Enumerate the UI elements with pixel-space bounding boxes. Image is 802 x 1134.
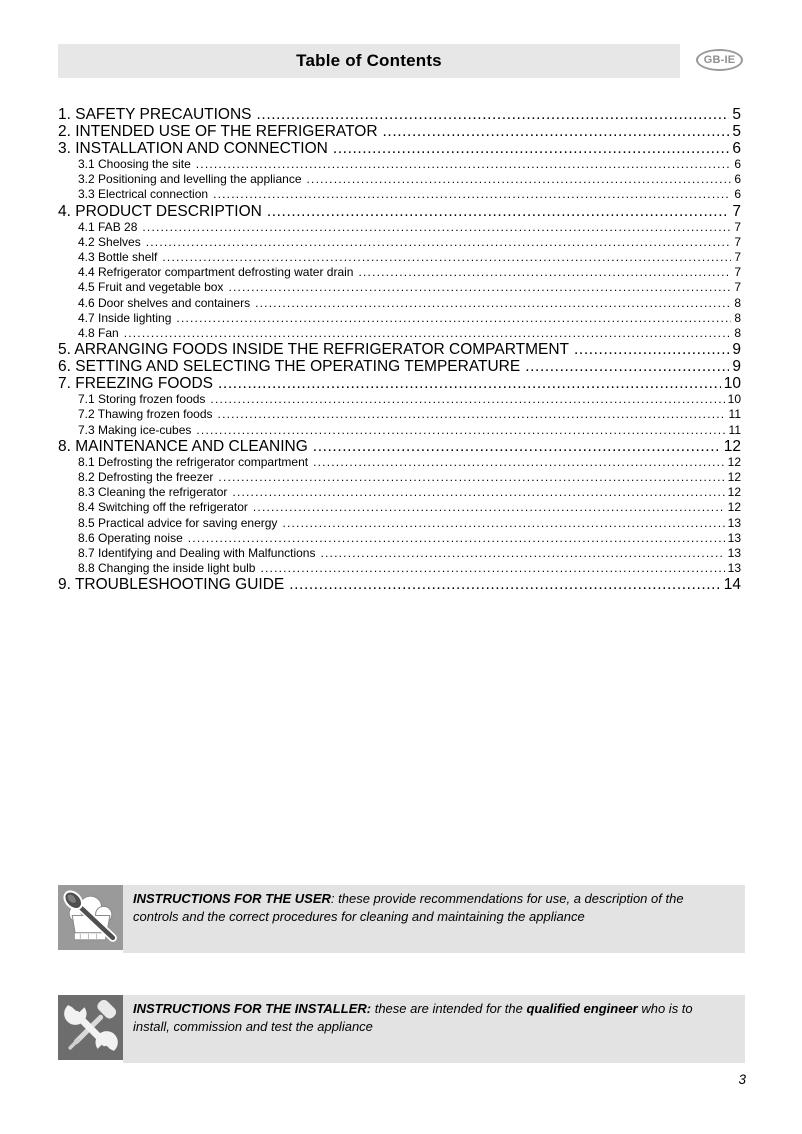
toc-entry-page-number: 13 bbox=[727, 530, 741, 545]
toc-leader-dots bbox=[574, 341, 729, 358]
toc-entry bbox=[58, 280, 741, 295]
toc-entry-label: 7.3 Making ice-cubes bbox=[78, 422, 192, 437]
toc-leader-dots bbox=[213, 187, 731, 202]
toc-entry-label: 4.2 Shelves bbox=[78, 234, 141, 249]
toc-leader-dots bbox=[267, 203, 730, 220]
toc-leader-dots bbox=[210, 392, 724, 407]
note-text-segment: these are intended for the bbox=[371, 1001, 527, 1016]
toc-entry bbox=[58, 187, 741, 202]
toc-entry-label: 4.6 Door shelves and containers bbox=[78, 295, 251, 310]
installer-instructions-note bbox=[58, 995, 745, 1063]
toc-leader-dots bbox=[188, 531, 725, 546]
toc-entry bbox=[58, 220, 741, 235]
toc-entry bbox=[58, 157, 741, 172]
toc-entry-label: 3.1 Choosing the site bbox=[78, 157, 191, 171]
toc-entry-page-number: 8 bbox=[734, 326, 741, 341]
toc-entry bbox=[58, 296, 741, 311]
toc-entry-label: 4.8 Fan bbox=[78, 326, 119, 341]
toc-entry bbox=[58, 407, 741, 422]
toc-leader-dots bbox=[232, 485, 724, 500]
note-text-segment: who is to install, commission and test the appliance bbox=[133, 1001, 693, 1034]
toc-entry bbox=[58, 341, 741, 358]
toc-entry-label: 3. INSTALLATION AND CONNECTION bbox=[58, 140, 328, 157]
toc-entry bbox=[58, 546, 741, 561]
language-badge-label: GB-IE bbox=[703, 54, 736, 66]
toc-entry-label: 9. TROUBLESHOOTING GUIDE bbox=[58, 576, 285, 594]
toc-entry-label: 4.4 Refrigerator compartment defrosting water drain bbox=[78, 265, 354, 280]
toc-leader-dots bbox=[525, 358, 729, 375]
toc-entry-label: 8.6 Operating noise bbox=[78, 530, 183, 545]
toc-entry-page-number: 12 bbox=[727, 500, 741, 515]
page-number: 3 bbox=[738, 1072, 746, 1087]
toc-entry bbox=[58, 576, 741, 593]
toc-leader-dots bbox=[218, 407, 726, 422]
toc-leader-dots bbox=[196, 157, 732, 172]
toc-entry-label: 8.3 Cleaning the refrigerator bbox=[78, 485, 228, 500]
note-text-segment: INSTRUCTIONS FOR THE INSTALLER: bbox=[133, 1001, 372, 1016]
toc-entry-page-number: 9 bbox=[732, 358, 741, 376]
user-instructions-note bbox=[58, 885, 745, 953]
note-text-segment: INSTRUCTIONS FOR THE USER bbox=[133, 891, 331, 906]
toc-leader-dots bbox=[358, 265, 731, 280]
toc-entry-page-number: 12 bbox=[727, 470, 741, 485]
toc-entry-label: 8.1 Defrosting the refrigerator compartment bbox=[78, 454, 309, 469]
toc-entry bbox=[58, 311, 741, 326]
installer-instructions-text bbox=[123, 995, 745, 1063]
toc-entry bbox=[58, 203, 741, 220]
user-instructions-text bbox=[123, 885, 745, 953]
toc-entry-page-number: 7 bbox=[734, 219, 741, 234]
toc-leader-dots bbox=[124, 326, 732, 341]
toc-entry bbox=[58, 358, 741, 375]
toc-entry-page-number: 6 bbox=[734, 157, 741, 171]
toc-entry-page-number: 5 bbox=[732, 123, 741, 140]
toc-entry-label: 8.4 Switching off the refrigerator bbox=[78, 500, 248, 515]
toc-entry bbox=[58, 423, 741, 438]
toc-entry bbox=[58, 326, 741, 341]
toc-leader-dots bbox=[218, 470, 724, 485]
toc-entry bbox=[58, 172, 741, 187]
toc-entry-page-number: 14 bbox=[723, 576, 741, 594]
toc-entry-page-number: 13 bbox=[727, 546, 741, 561]
toc-entry-label: 8.5 Practical advice for saving energy bbox=[78, 515, 278, 530]
toc-entry-page-number: 12 bbox=[723, 437, 741, 455]
toc-entry-label: 8. MAINTENANCE AND CLEANING bbox=[58, 437, 308, 455]
toc-entry-page-number: 7 bbox=[734, 280, 741, 295]
toc-leader-dots bbox=[307, 172, 732, 187]
toc-entry-label: 8.2 Defrosting the freezer bbox=[78, 470, 214, 485]
toc-entry-page-number: 11 bbox=[728, 407, 741, 422]
toc-entry-page-number: 8 bbox=[734, 295, 741, 310]
language-badge bbox=[696, 49, 743, 71]
toc-entry bbox=[58, 140, 741, 157]
toc-entry-label: 4.7 Inside lighting bbox=[78, 310, 172, 325]
toc-leader-dots bbox=[313, 455, 725, 470]
toc-entry bbox=[58, 561, 741, 576]
toc-leader-dots bbox=[196, 423, 725, 438]
toc-entry bbox=[58, 455, 741, 470]
toc-entry-label: 3.2 Positioning and levelling the appliance bbox=[78, 172, 302, 187]
wrench-screwdriver-icon bbox=[58, 995, 123, 1060]
toc-leader-dots bbox=[146, 235, 732, 250]
toc-entry bbox=[58, 516, 741, 531]
toc-entry bbox=[58, 485, 741, 500]
toc-entry-page-number: 9 bbox=[732, 341, 741, 359]
toc-entry-page-number: 6 bbox=[734, 187, 741, 202]
toc-entry bbox=[58, 470, 741, 485]
toc-entry bbox=[58, 265, 741, 280]
toc-entry bbox=[58, 531, 741, 546]
toc-entry-label: 4.1 FAB 28 bbox=[78, 219, 138, 234]
toc-entry-page-number: 8 bbox=[734, 310, 741, 325]
toc-leader-dots bbox=[313, 438, 721, 455]
toc-entry bbox=[58, 106, 741, 123]
page-title: Table of Contents bbox=[296, 51, 442, 70]
toc-entry-page-number: 10 bbox=[723, 375, 741, 393]
toc-entry bbox=[58, 438, 741, 455]
toc-entry-label: 7.1 Storing frozen foods bbox=[78, 392, 206, 407]
toc-leader-dots bbox=[253, 500, 725, 515]
toc-leader-dots bbox=[282, 516, 724, 531]
toc-entry-label: 8.8 Changing the inside light bulb bbox=[78, 561, 256, 576]
toc-entry-label: 6. SETTING AND SELECTING THE OPERATING TEMPERATURE bbox=[58, 358, 521, 376]
toc-entry-page-number: 7 bbox=[734, 250, 741, 265]
toc-entry-page-number: 12 bbox=[727, 454, 741, 469]
toc-leader-dots bbox=[142, 220, 731, 235]
toc-entry-label: 4.3 Bottle shelf bbox=[78, 250, 158, 265]
toc-entry-label: 7. FREEZING FOODS bbox=[58, 375, 214, 393]
toc-entry-page-number: 10 bbox=[727, 392, 741, 407]
toc-leader-dots bbox=[289, 576, 721, 593]
toc-entry bbox=[58, 250, 741, 265]
toc-leader-dots bbox=[320, 546, 724, 561]
toc-entry-page-number: 13 bbox=[727, 561, 741, 576]
note-text-segment: : these provide recommendations for use, a description of the controls and the correct procedures for cleaning and maintaining the appliance bbox=[133, 891, 684, 924]
toc-entry-page-number: 12 bbox=[727, 485, 741, 500]
toc-leader-dots bbox=[162, 250, 731, 265]
toc-entry-page-number: 5 bbox=[732, 106, 741, 123]
toc-entry-label: 2. INTENDED USE OF THE REFRIGERATOR bbox=[58, 123, 378, 140]
toc-list bbox=[58, 106, 741, 593]
toc-entry bbox=[58, 500, 741, 515]
chef-hat-spoon-icon bbox=[58, 885, 123, 950]
toc-leader-dots bbox=[228, 280, 731, 295]
toc-entry-page-number: 7 bbox=[734, 265, 741, 280]
toc-entry-page-number: 13 bbox=[727, 515, 741, 530]
toc-entry-label: 8.7 Identifying and Dealing with Malfunctions bbox=[78, 546, 316, 561]
toc-entry-label: 7.2 Thawing frozen foods bbox=[78, 407, 213, 422]
toc-entry-label: 1. SAFETY PRECAUTIONS bbox=[58, 106, 252, 123]
toc-leader-dots bbox=[257, 106, 730, 123]
toc-leader-dots bbox=[176, 311, 731, 326]
toc-leader-dots bbox=[218, 375, 721, 392]
toc-leader-dots bbox=[255, 296, 731, 311]
toc-entry-page-number: 7 bbox=[734, 234, 741, 249]
page-header-bar bbox=[58, 44, 680, 78]
toc-leader-dots bbox=[260, 561, 724, 576]
toc-entry-page-number: 11 bbox=[728, 422, 741, 437]
toc-entry bbox=[58, 123, 741, 140]
toc-entry-label: 4. PRODUCT DESCRIPTION bbox=[58, 202, 262, 220]
toc-entry-label: 3.3 Electrical connection bbox=[78, 187, 209, 202]
toc-leader-dots bbox=[333, 140, 730, 157]
toc-entry bbox=[58, 235, 741, 250]
toc-entry-label: 5. ARRANGING FOODS INSIDE THE REFRIGERATOR COMPARTMENT bbox=[58, 341, 569, 359]
toc-entry bbox=[58, 392, 741, 407]
note-text-segment: qualified engineer bbox=[526, 1001, 638, 1016]
toc-entry-label: 4.5 Fruit and vegetable box bbox=[78, 280, 224, 295]
toc-entry-page-number: 6 bbox=[732, 140, 741, 157]
toc-entry bbox=[58, 375, 741, 392]
toc-leader-dots bbox=[383, 123, 730, 140]
toc-entry-page-number: 7 bbox=[732, 202, 741, 220]
toc-entry-page-number: 6 bbox=[734, 172, 741, 187]
